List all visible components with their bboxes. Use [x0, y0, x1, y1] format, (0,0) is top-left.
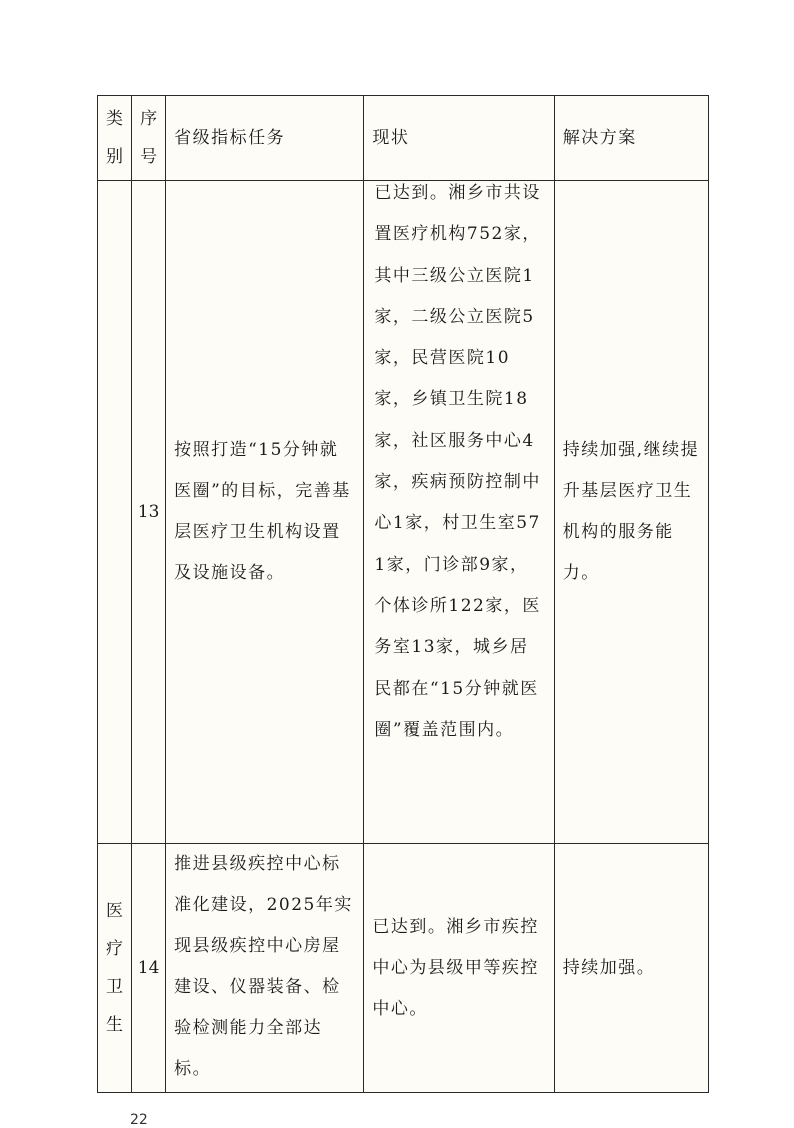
row-13-category-cell [98, 181, 132, 844]
row-13-number: 13 [137, 501, 160, 522]
header-status: 现状 [372, 127, 410, 148]
header-category-cell [98, 96, 132, 181]
row-14-category-cell [98, 844, 132, 1093]
header-task-cell [166, 96, 364, 181]
row-13-plan: 持续加强,继续提升基层医疗卫生机构的服务能力。 [562, 440, 700, 583]
row-14-category-char-3: 卫 [106, 977, 124, 997]
header-task: 省级指标任务 [174, 127, 286, 148]
indicator-table [97, 95, 709, 1093]
row-14-task: 推进县级疾控中心标准化建设，2025年实现县级疾控中心房屋建设、仪器装备、检验检测能力全部达标。 [174, 854, 353, 1079]
header-number-cell [132, 96, 166, 181]
row-14-plan: 持续加强。 [562, 957, 656, 978]
page-number: 22 [130, 1112, 148, 1128]
header-plan-cell [554, 96, 708, 181]
row-13-plan-cell [554, 181, 708, 844]
row-13-status: 已达到。湘乡市共设置医疗机构752家，其中三级公立医院1家，二级公立医院5家，民营医院10家，乡镇卫生院18家，社区服务中心4家，疾病预防控制中心1家，村卫生室571家，门诊部9家，个体诊所122家，医务室13家，城乡居民都在“15分钟就医圈”覆盖范围内。 [374, 183, 541, 740]
row-14-category-char-2: 疗 [106, 939, 124, 959]
row-14-status-cell [364, 844, 554, 1093]
row-13-status-cell [364, 181, 554, 844]
row-13-task-cell [166, 181, 364, 844]
header-category-char-1: 类 [106, 109, 124, 129]
header-number-char-2: 号 [140, 147, 158, 167]
table-row [98, 181, 709, 844]
row-14-number-cell [132, 844, 166, 1093]
table-row [98, 844, 709, 1093]
table-header-row [98, 96, 709, 181]
header-status-cell [364, 96, 554, 181]
row-14-task-cell [166, 844, 364, 1093]
header-category-char-2: 别 [106, 147, 124, 167]
row-14-plan-cell [554, 844, 708, 1093]
row-14-status: 已达到。湘乡市疾控中心为县级甲等疾控中心。 [372, 916, 539, 1019]
row-14-category-char-4: 生 [106, 1015, 124, 1035]
row-13-number-cell [132, 181, 166, 844]
row-14-category-char-1: 医 [106, 901, 124, 921]
row-14-number: 14 [137, 957, 160, 978]
row-13-task: 按照打造“15分钟就医圈”的目标，完善基层医疗卫生机构设置及设施设备。 [174, 440, 351, 583]
header-plan: 解决方案 [562, 127, 637, 148]
header-number-char-1: 序 [140, 109, 158, 129]
